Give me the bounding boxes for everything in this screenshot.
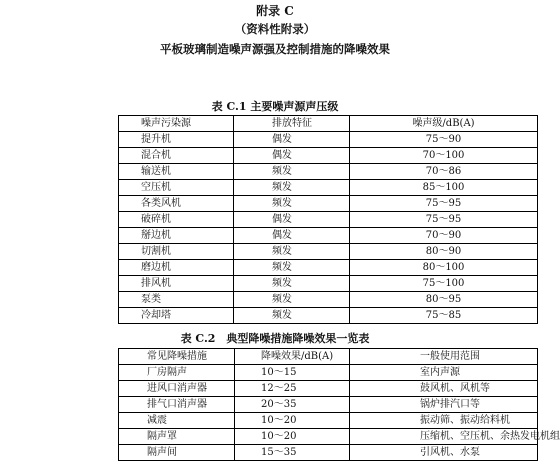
noise-level-cell: 80～90 <box>350 244 538 260</box>
noise-level-cell: 75～95 <box>350 212 538 228</box>
noise-source-table <box>118 115 538 324</box>
scope-cell: 压缩机、空压机、余热发电机组 <box>350 429 538 445</box>
scope-cell: 振动筛、振动给料机 <box>350 413 538 429</box>
scope-cell: 锅炉排汽口等 <box>350 397 538 413</box>
emission-type-cell: 偶发 <box>234 148 350 164</box>
table-row <box>119 308 538 324</box>
noise-level-cell: 80～100 <box>350 260 538 276</box>
noise-source-cell: 各类风机 <box>119 196 234 212</box>
emission-type-cell: 频发 <box>234 180 350 196</box>
noise-source-cell: 冷却塔 <box>119 308 234 324</box>
emission-type-cell: 频发 <box>234 244 350 260</box>
emission-type-cell: 频发 <box>234 164 350 180</box>
emission-type-cell: 偶发 <box>234 132 350 148</box>
table-row <box>119 148 538 164</box>
noise-source-cell: 切割机 <box>119 244 234 260</box>
emission-type-cell: 频发 <box>234 308 350 324</box>
column-header: 噪声级/dB(A) <box>350 116 538 132</box>
noise-source-cell: 磨边机 <box>119 260 234 276</box>
scope-cell: 鼓风机、风机等 <box>350 381 538 397</box>
noise-level-cell: 70～90 <box>350 228 538 244</box>
table-row <box>119 180 538 196</box>
scope-cell: 室内声源 <box>350 365 538 381</box>
noise-source-cell: 输送机 <box>119 164 234 180</box>
emission-type-cell: 频发 <box>234 260 350 276</box>
table2-caption: 表 C.2 典型降噪措施降噪效果一览表 <box>180 332 370 345</box>
table-row <box>119 365 538 381</box>
noise-level-cell: 75～85 <box>350 308 538 324</box>
measure-cell: 减震 <box>119 413 235 429</box>
measure-cell: 进风口消声器 <box>119 381 235 397</box>
measure-cell: 厂房隔声 <box>119 365 235 381</box>
emission-type-cell: 频发 <box>234 276 350 292</box>
table-header-row <box>119 116 538 132</box>
noise-level-cell: 75～95 <box>350 196 538 212</box>
emission-type-cell: 频发 <box>234 196 350 212</box>
noise-level-cell: 75～100 <box>350 276 538 292</box>
measure-cell: 排气口消声器 <box>119 397 235 413</box>
emission-type-cell: 偶发 <box>234 228 350 244</box>
reduction-cell: 10～15 <box>235 365 350 381</box>
table-row <box>119 260 538 276</box>
noise-source-cell: 空压机 <box>119 180 234 196</box>
table-header-row <box>119 349 538 365</box>
table-row <box>119 212 538 228</box>
measure-cell: 隔声罩 <box>119 429 235 445</box>
appendix-title: 附录 C <box>256 4 294 18</box>
table-row <box>119 397 538 413</box>
emission-type-cell: 频发 <box>234 292 350 308</box>
table-row <box>119 292 538 308</box>
table-row <box>119 132 538 148</box>
reduction-cell: 10～20 <box>235 429 350 445</box>
reduction-cell: 15～35 <box>235 445 350 461</box>
noise-source-cell: 掰边机 <box>119 228 234 244</box>
table-row <box>119 276 538 292</box>
reduction-cell: 12～25 <box>235 381 350 397</box>
column-header: 噪声污染源 <box>119 116 234 132</box>
noise-control-table <box>118 348 560 461</box>
noise-level-cell: 70～86 <box>350 164 538 180</box>
table-row <box>119 445 538 461</box>
appendix-subtitle: （资料性附录） <box>234 22 316 36</box>
noise-level-cell: 80～95 <box>350 292 538 308</box>
column-header: 降噪效果/dB(A) <box>235 349 350 365</box>
table-row <box>119 244 538 260</box>
table-row <box>119 413 538 429</box>
column-header: 常见降噪措施 <box>119 349 235 365</box>
noise-source-cell: 混合机 <box>119 148 234 164</box>
noise-source-cell: 提升机 <box>119 132 234 148</box>
emission-type-cell: 偶发 <box>234 212 350 228</box>
noise-source-cell: 泵类 <box>119 292 234 308</box>
reduction-cell: 20～35 <box>235 397 350 413</box>
reduction-cell: 10～20 <box>235 413 350 429</box>
table-row <box>119 228 538 244</box>
table1-caption: 表 C.1 主要噪声源声压级 <box>211 100 339 113</box>
noise-source-cell: 破碎机 <box>119 212 234 228</box>
column-header: 一般使用范围 <box>350 349 538 365</box>
noise-level-cell: 70～100 <box>350 148 538 164</box>
noise-level-cell: 85～100 <box>350 180 538 196</box>
noise-level-cell: 75～90 <box>350 132 538 148</box>
table-row <box>119 164 538 180</box>
appendix-heading: 平板玻璃制造噪声源强及控制措施的降噪效果 <box>160 42 390 56</box>
scope-cell: 引风机、水泵 <box>350 445 538 461</box>
noise-source-cell: 排风机 <box>119 276 234 292</box>
measure-cell: 隔声间 <box>119 445 235 461</box>
column-header: 排放特征 <box>234 116 350 132</box>
table-row <box>119 196 538 212</box>
table-row <box>119 429 538 445</box>
table-row <box>119 381 538 397</box>
